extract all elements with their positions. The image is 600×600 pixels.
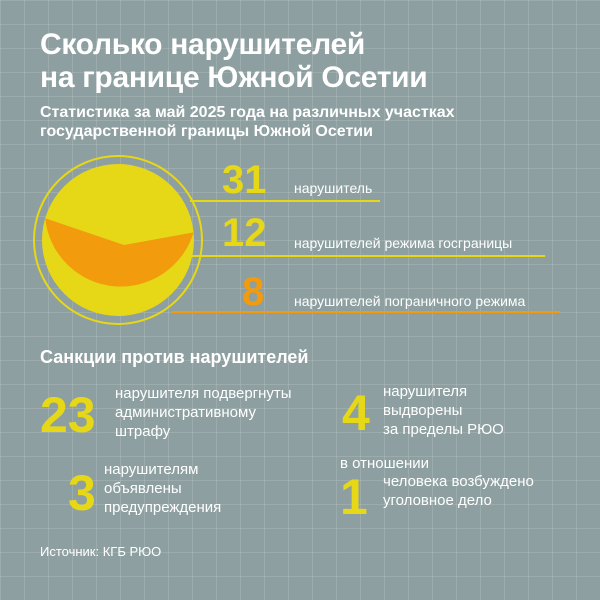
title-line-2: на границе Южной Осетии	[40, 61, 428, 94]
sanction-value-fines: 23	[40, 387, 96, 443]
sanction-pre-criminal: в отношении	[340, 455, 430, 472]
data-label-border: 8	[242, 270, 265, 314]
source-note: Источник: КГБ РЮО	[40, 544, 162, 559]
sanction-line: нарушителя	[383, 383, 468, 400]
sanction-line: уголовное дело	[383, 492, 492, 509]
sanction-line: административному	[115, 404, 256, 421]
sanction-line: за пределы РЮО	[383, 421, 504, 438]
sanction-value-criminal: 1	[340, 469, 368, 525]
sanction-text-fines	[115, 384, 292, 441]
sanction-line: нарушителя подвергнуты	[115, 385, 292, 402]
data-label-total: 31	[222, 158, 267, 202]
sanction-line: нарушителям	[104, 461, 199, 478]
data-label-regime: 12	[222, 211, 267, 255]
sanction-value-expelled: 4	[342, 385, 370, 441]
sanctions-heading: Санкции против нарушителей	[40, 347, 309, 367]
legend-label-total: нарушитель	[294, 180, 373, 196]
title-line-1: Сколько нарушителей	[40, 28, 365, 61]
sanction-value-warnings: 3	[68, 465, 96, 521]
legend-label-regime: нарушителей режима госграницы	[294, 235, 513, 251]
sanction-line: выдворены	[383, 402, 463, 419]
sanction-text-warnings	[104, 460, 221, 517]
sanction-text-expelled	[383, 382, 504, 439]
sanction-line: предупреждения	[104, 499, 222, 516]
subtitle-line-1: Статистика за май 2025 года на различных участках	[40, 104, 455, 121]
legend-label-border: нарушителей пограничного режима	[294, 293, 526, 309]
subtitle-line-2: государственной границы Южной Осетии	[40, 123, 373, 140]
sanction-line: объявлены	[104, 480, 182, 497]
sanction-text-criminal	[383, 472, 534, 510]
sanction-line: человека возбуждено	[383, 473, 534, 490]
sanction-line: штрафу	[115, 423, 171, 440]
